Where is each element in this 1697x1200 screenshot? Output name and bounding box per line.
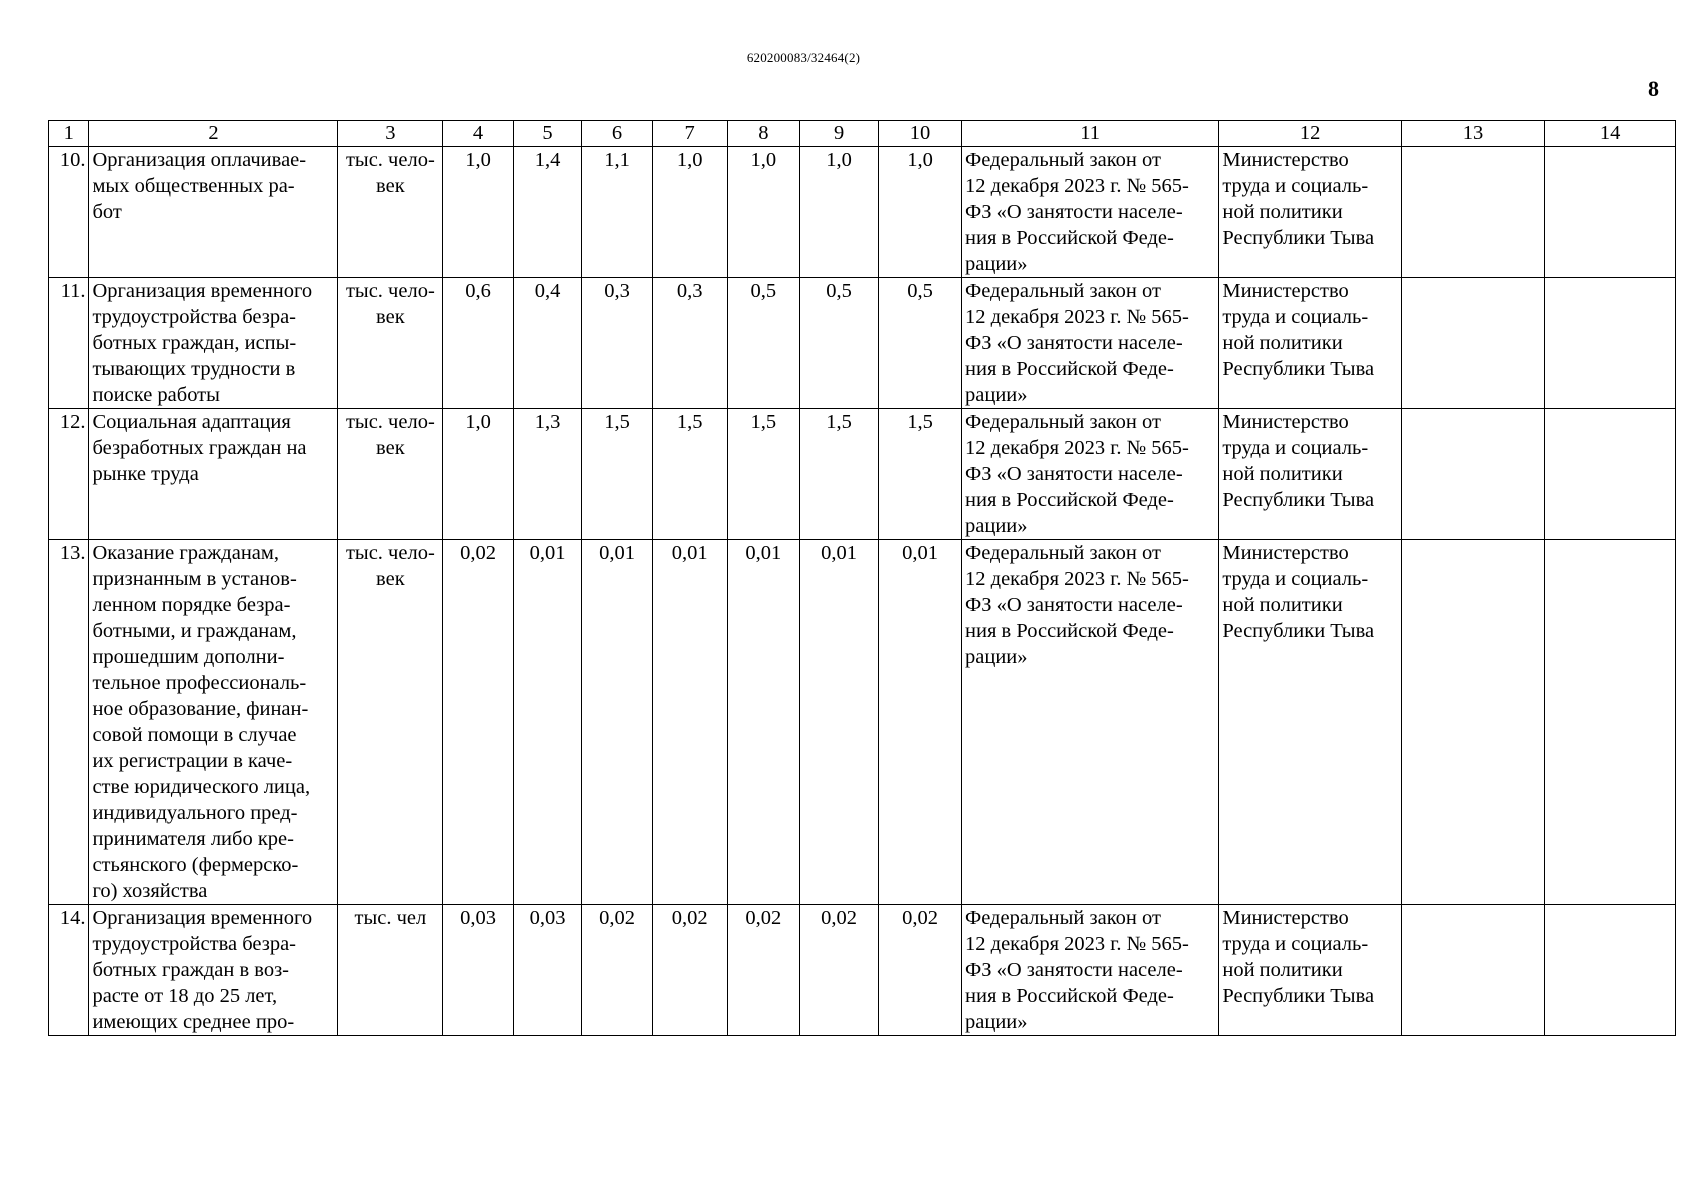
value-cell: 0,03 xyxy=(443,905,514,1036)
value-cell: 1,5 xyxy=(582,409,653,540)
table-row xyxy=(49,409,1676,540)
header-cell: 8 xyxy=(727,121,800,147)
unit-cell: тыс. чело- век xyxy=(338,540,443,905)
header-cell: 6 xyxy=(582,121,653,147)
header-cell: 13 xyxy=(1401,121,1544,147)
value-cell: 0,01 xyxy=(513,540,581,905)
executor-cell: Министерство труда и социаль- ной политики Республики Тыва xyxy=(1219,147,1402,278)
value-cell: 0,5 xyxy=(879,278,962,409)
header-cell: 12 xyxy=(1219,121,1402,147)
column-14-cell xyxy=(1545,147,1676,278)
column-13-cell xyxy=(1401,409,1544,540)
table-row xyxy=(49,278,1676,409)
header-cell: 4 xyxy=(443,121,514,147)
legal-basis-cell: Федеральный закон от 12 декабря 2023 г. № 565- ФЗ «О занятости населе- ния в Российской Феде- рации» xyxy=(962,540,1219,905)
header-cell: 5 xyxy=(513,121,581,147)
column-14-cell xyxy=(1545,540,1676,905)
legal-basis-cell: Федеральный закон от 12 декабря 2023 г. № 565- ФЗ «О занятости населе- ния в Российской Феде- рации» xyxy=(962,905,1219,1036)
value-cell: 1,1 xyxy=(582,147,653,278)
legal-basis-cell: Федеральный закон от 12 декабря 2023 г. № 565- ФЗ «О занятости населе- ния в Российской Феде- рации» xyxy=(962,409,1219,540)
value-cell: 0,03 xyxy=(513,905,581,1036)
value-cell: 0,02 xyxy=(800,905,879,1036)
activity-name-cell: Организация временного трудоустройства безра- ботных граждан в воз- расте от 18 до 25 лет, имеющих среднее про- xyxy=(89,905,338,1036)
value-cell: 0,02 xyxy=(582,905,653,1036)
value-cell: 0,02 xyxy=(443,540,514,905)
activity-name-cell: Социальная адаптация безработных граждан на рынке труда xyxy=(89,409,338,540)
column-14-cell xyxy=(1545,409,1676,540)
row-number-cell: 11. xyxy=(49,278,89,409)
header-cell: 7 xyxy=(652,121,727,147)
unit-cell: тыс. чело- век xyxy=(338,409,443,540)
legal-basis-cell: Федеральный закон от 12 декабря 2023 г. № 565- ФЗ «О занятости населе- ния в Российской Феде- рации» xyxy=(962,278,1219,409)
value-cell: 0,01 xyxy=(652,540,727,905)
value-cell: 0,01 xyxy=(879,540,962,905)
value-cell: 1,0 xyxy=(879,147,962,278)
value-cell: 1,3 xyxy=(513,409,581,540)
value-cell: 0,3 xyxy=(652,278,727,409)
row-number-cell: 13. xyxy=(49,540,89,905)
activity-name-cell: Оказание гражданам, признанным в установ- ленном порядке безра- ботными, и гражданам, прошедшим дополни- тельное профессиональ- ное образование, финан- совой помощи в случае их регистрации в каче- стве юридического лица, индивидуального пред- принимателя либо кре- стьянского (фермерско- го) хозяйства xyxy=(89,540,338,905)
column-13-cell xyxy=(1401,905,1544,1036)
document-code: 620200083/32464(2) xyxy=(746,50,861,65)
activity-name-cell: Организация временного трудоустройства безра- ботных граждан, испы- тывающих трудности в поиске работы xyxy=(89,278,338,409)
header-cell: 9 xyxy=(800,121,879,147)
value-cell: 1,5 xyxy=(652,409,727,540)
unit-cell: тыс. чело- век xyxy=(338,278,443,409)
value-cell: 0,01 xyxy=(582,540,653,905)
executor-cell: Министерство труда и социаль- ной политики Республики Тыва xyxy=(1219,278,1402,409)
value-cell: 0,02 xyxy=(727,905,800,1036)
executor-cell: Министерство труда и социаль- ной политики Республики Тыва xyxy=(1219,540,1402,905)
value-cell: 0,6 xyxy=(443,278,514,409)
value-cell: 1,0 xyxy=(652,147,727,278)
data-table xyxy=(48,120,1676,1036)
value-cell: 0,02 xyxy=(879,905,962,1036)
value-cell: 1,5 xyxy=(879,409,962,540)
header-cell: 3 xyxy=(338,121,443,147)
row-number-cell: 10. xyxy=(49,147,89,278)
executor-cell: Министерство труда и социаль- ной политики Республики Тыва xyxy=(1219,905,1402,1036)
value-cell: 0,01 xyxy=(727,540,800,905)
page-number: 8 xyxy=(1648,76,1659,101)
value-cell: 0,02 xyxy=(652,905,727,1036)
value-cell: 1,4 xyxy=(513,147,581,278)
value-cell: 1,5 xyxy=(800,409,879,540)
value-cell: 1,5 xyxy=(727,409,800,540)
table-row xyxy=(49,905,1676,1036)
activity-name-cell: Организация оплачивае- мых общественных ра- бот xyxy=(89,147,338,278)
column-13-cell xyxy=(1401,278,1544,409)
legal-basis-cell: Федеральный закон от 12 декабря 2023 г. № 565- ФЗ «О занятости населе- ния в Российской Феде- рации» xyxy=(962,147,1219,278)
value-cell: 1,0 xyxy=(727,147,800,278)
column-14-cell xyxy=(1545,905,1676,1036)
value-cell: 0,5 xyxy=(800,278,879,409)
table-row xyxy=(49,540,1676,905)
value-cell: 1,0 xyxy=(443,147,514,278)
value-cell: 0,3 xyxy=(582,278,653,409)
value-cell: 0,01 xyxy=(800,540,879,905)
row-number-cell: 14. xyxy=(49,905,89,1036)
unit-cell: тыс. чело- век xyxy=(338,147,443,278)
value-cell: 0,4 xyxy=(513,278,581,409)
column-14-cell xyxy=(1545,278,1676,409)
column-13-cell xyxy=(1401,147,1544,278)
value-cell: 1,0 xyxy=(443,409,514,540)
header-cell: 11 xyxy=(962,121,1219,147)
unit-cell: тыс. чел xyxy=(338,905,443,1036)
header-cell: 10 xyxy=(879,121,962,147)
table-row xyxy=(49,147,1676,278)
column-13-cell xyxy=(1401,540,1544,905)
value-cell: 1,0 xyxy=(800,147,879,278)
header-cell: 14 xyxy=(1545,121,1676,147)
value-cell: 0,5 xyxy=(727,278,800,409)
executor-cell: Министерство труда и социаль- ной политики Республики Тыва xyxy=(1219,409,1402,540)
header-cell: 1 xyxy=(49,121,89,147)
row-number-cell: 12. xyxy=(49,409,89,540)
header-cell: 2 xyxy=(89,121,338,147)
table-header-row xyxy=(49,121,1676,147)
